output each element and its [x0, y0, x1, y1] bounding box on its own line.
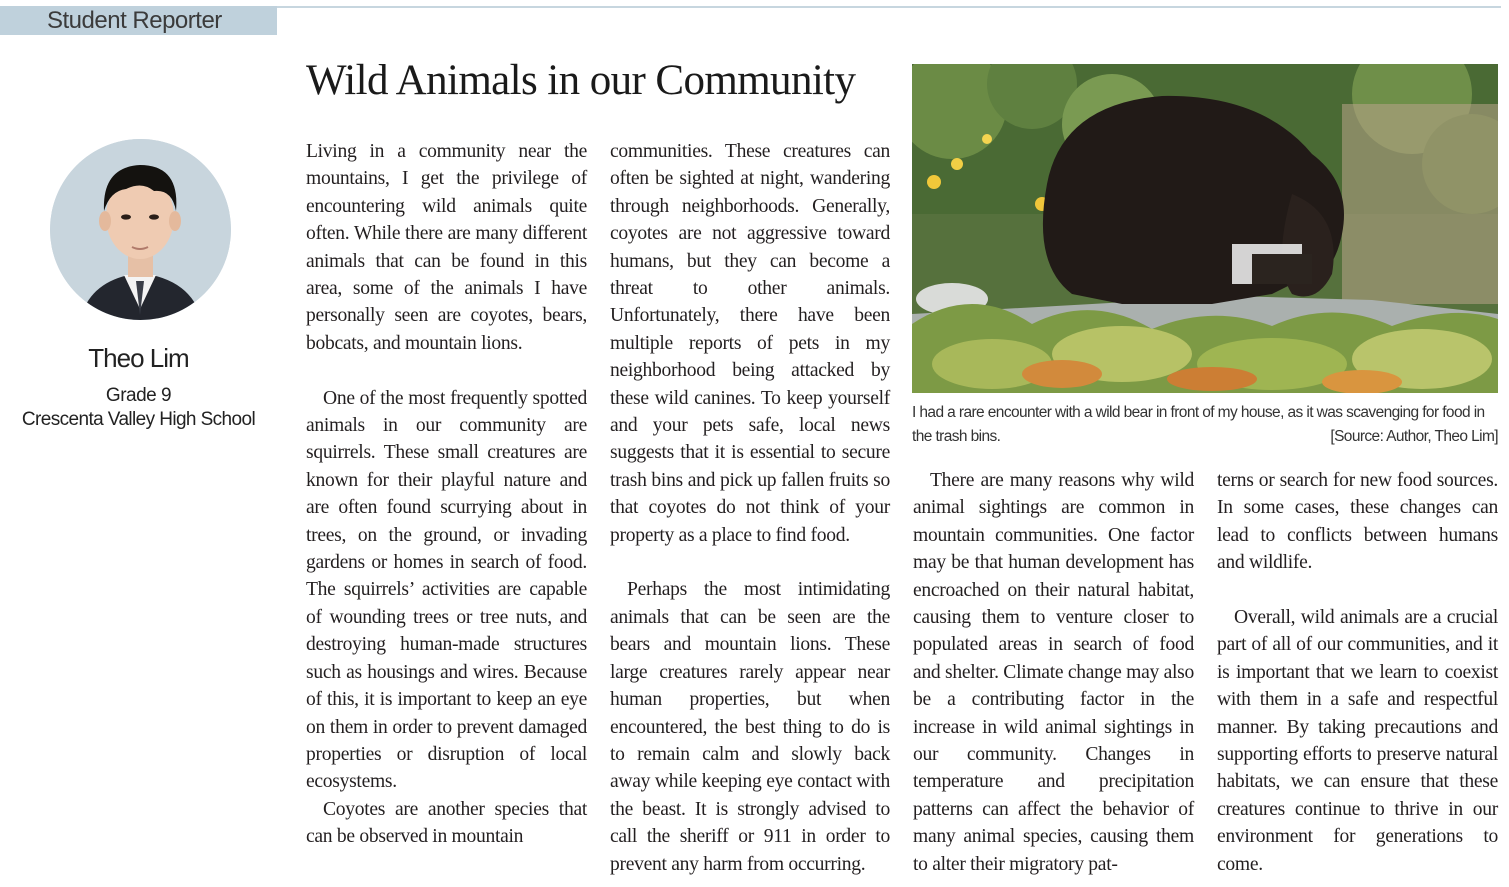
article-title: Wild Animals in our Community	[306, 57, 856, 104]
author-grade: Grade 9	[105, 385, 172, 406]
author-portrait-illustration	[50, 139, 231, 320]
article-column-4	[1217, 467, 1498, 878]
article-column-1	[306, 138, 587, 851]
paragraph: Living in a community near the mountains, I get the privilege of encountering wild animals quite often. While there are many different animals that can be found in this area, some of the animals I have personally seen are coyotes, bears, bobcats, and mountain lions.	[306, 141, 587, 354]
photo-source: [Source: Author, Theo Lim]	[1330, 428, 1498, 445]
paragraph: There are many reasons why wild animal sightings are common in mountain communities. One factor may be that human development has encroached on their natural habitat, causing them to venture closer to populated areas in search of food and shelter. Climate change may also be a contributing factor in the increase in wild animal sightings in our community. Changes in temperature and precipitation patterns can affect the behavior of many animal species, causing them to alter their migratory pat-	[913, 470, 1194, 875]
article-column-2	[610, 138, 890, 878]
bear-scene-illustration	[912, 64, 1498, 393]
paragraph: One of the most frequently spotted animals in our community are squirrels. These small creatures are known for their playful nature and are often found scurrying about in trees, on the ground, or invading gardens or homes in search of food. The squirrels’ activities are capable of wounding trees or tree nuts, and destroying human-made structures such as housings and wires. Because of this, it is important to keep an eye on them in order to prevent damaged properties or disruption of local ecosystems.	[306, 387, 587, 793]
caption-text: I had a rare encounter with a wild bear in front of my house, as it was scavenging for food in the trash bins.	[912, 404, 1485, 445]
paragraph: Coyotes are another species that can be observed in mountain	[306, 798, 587, 848]
paragraph: communities. These creatures can often be sighted at night, wandering through neighborhoods. Generally, coyotes are not aggressive toward humans, but they can become a threat to other animals. Unfortunately, there have been multiple reports of pets in my neighborhood being attacked by these wild canines. To keep yourself and your pets safe, local news suggests that it is essential to secure trash bins and pick up fallen fruits so that coyotes do not think of your property as a place to find food.	[610, 141, 890, 546]
paragraph: Perhaps the most intimidating animals that can be seen are the bears and mountain lions. These large creatures rarely appear near human properties, but when encountered, the best thing to do is to remain calm and slowly back away while keeping eye contact with the beast. It is strongly advised to call the sheriff or 911 in order to prevent any harm from occurring.	[610, 579, 890, 875]
section-label: Student Reporter	[0, 6, 277, 35]
author-school: Crescenta Valley High School	[21, 409, 256, 430]
paragraph: terns or search for new food sources. In some cases, these changes can lead to conflicts between humans and wildlife.	[1217, 470, 1498, 574]
bear-photo	[912, 64, 1498, 393]
author-name: Theo Lim	[88, 343, 189, 373]
top-divider	[277, 6, 1501, 8]
paragraph: Overall, wild animals are a crucial part of all of our communities, and it is important that we learn to coexist with them in a safe and respectful manner. By taking precautions and supporting efforts to preserve natural habitats, we can ensure that these creatures continue to thrive in our environment for generations to come.	[1217, 607, 1498, 875]
photo-caption	[912, 401, 1498, 449]
article-column-3	[913, 467, 1194, 878]
author-photo	[50, 139, 231, 320]
